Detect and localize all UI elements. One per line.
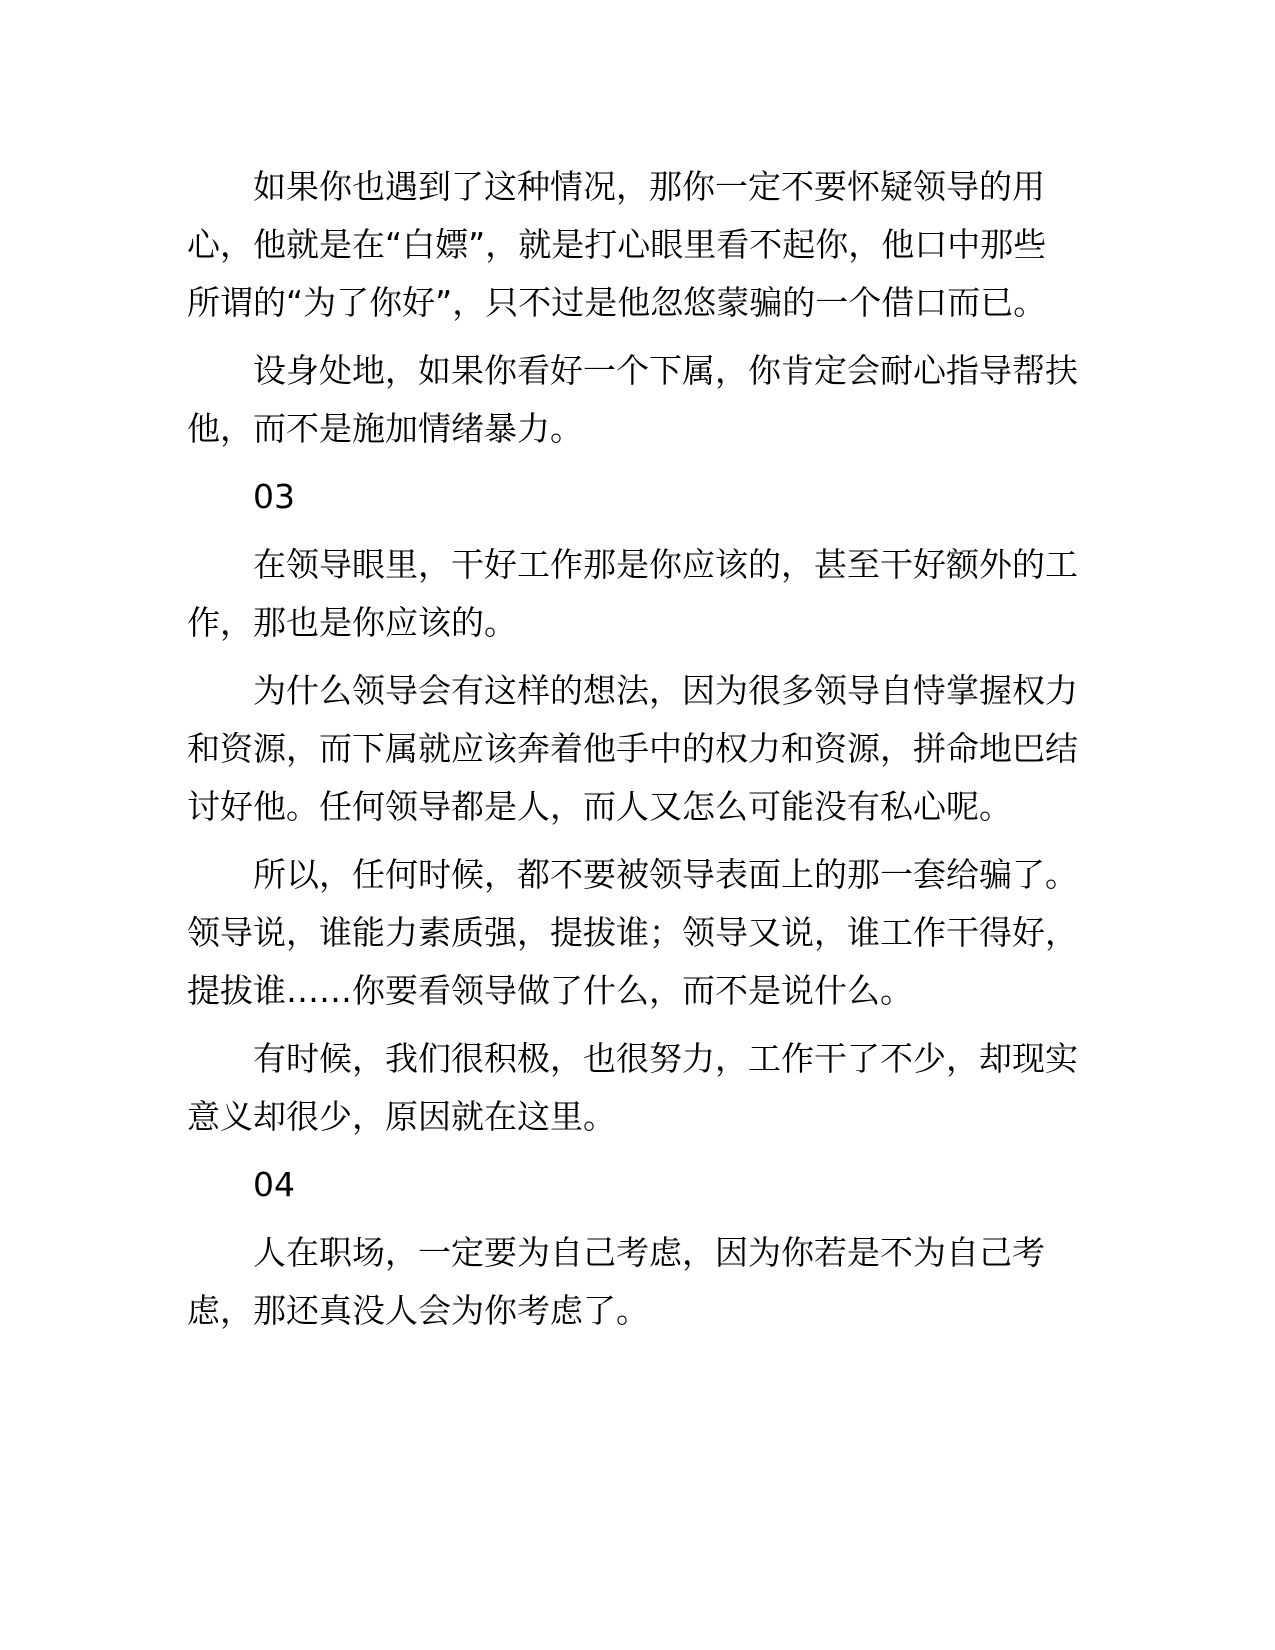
paragraph-line: 他，而不是施加情绪暴力。 xyxy=(187,409,583,448)
paragraph-line: 提拔谁……你要看领导做了什么，而不是说什么。 xyxy=(187,971,913,1010)
paragraph-line: 虑，那还真没人会为你考虑了。 xyxy=(187,1291,649,1330)
paragraph-line: 讨好他。任何领导都是人，而人又怎么可能没有私心呢。 xyxy=(187,787,1012,826)
section-number-text: 04 xyxy=(253,1165,295,1204)
paragraph xyxy=(187,342,1093,458)
paragraph xyxy=(187,846,1093,1020)
paragraph-line: 作，那也是你应该的。 xyxy=(187,603,517,642)
paragraph-line: 所谓的“为了你好”，只不过是他忽悠蒙骗的一个借口而已。 xyxy=(187,283,1047,322)
section-number xyxy=(187,468,1093,526)
paragraph-line: 和资源，而下属就应该奔着他手中的权力和资源，拼命地巴结 xyxy=(187,729,1078,768)
paragraph-line: 有时候，我们很积极，也很努力，工作干了不少，却现实 xyxy=(253,1039,1078,1078)
paragraph-line: 设身处地，如果你看好一个下属，你肯定会耐心指导帮扶 xyxy=(253,351,1078,390)
paragraph-line: 如果你也遇到了这种情况，那你一定不要怀疑领导的用 xyxy=(253,167,1045,206)
paragraph-line: 心，他就是在“白嫖”，就是打心眼里看不起你，他口中那些 xyxy=(187,225,1047,264)
paragraph-line: 领导说，谁能力素质强，提拔谁；领导又说，谁工作干得好， xyxy=(187,913,1078,952)
paragraph-line: 所以，任何时候，都不要被领导表面上的那一套给骗了。 xyxy=(253,855,1078,894)
section-number xyxy=(187,1156,1093,1214)
paragraph xyxy=(187,158,1093,332)
paragraph xyxy=(187,1030,1093,1146)
paragraph-line: 意义却很少，原因就在这里。 xyxy=(187,1097,616,1136)
paragraph-line: 在领导眼里，干好工作那是你应该的，甚至干好额外的工 xyxy=(253,545,1078,584)
paragraph xyxy=(187,1224,1093,1340)
paragraph-line: 人在职场，一定要为自己考虑，因为你若是不为自己考 xyxy=(253,1233,1045,1272)
paragraph xyxy=(187,662,1093,836)
document-body xyxy=(187,158,1093,1350)
paragraph-line: 为什么领导会有这样的想法，因为很多领导自恃掌握权力 xyxy=(253,671,1078,710)
section-number-text: 03 xyxy=(253,477,295,516)
paragraph xyxy=(187,536,1093,652)
